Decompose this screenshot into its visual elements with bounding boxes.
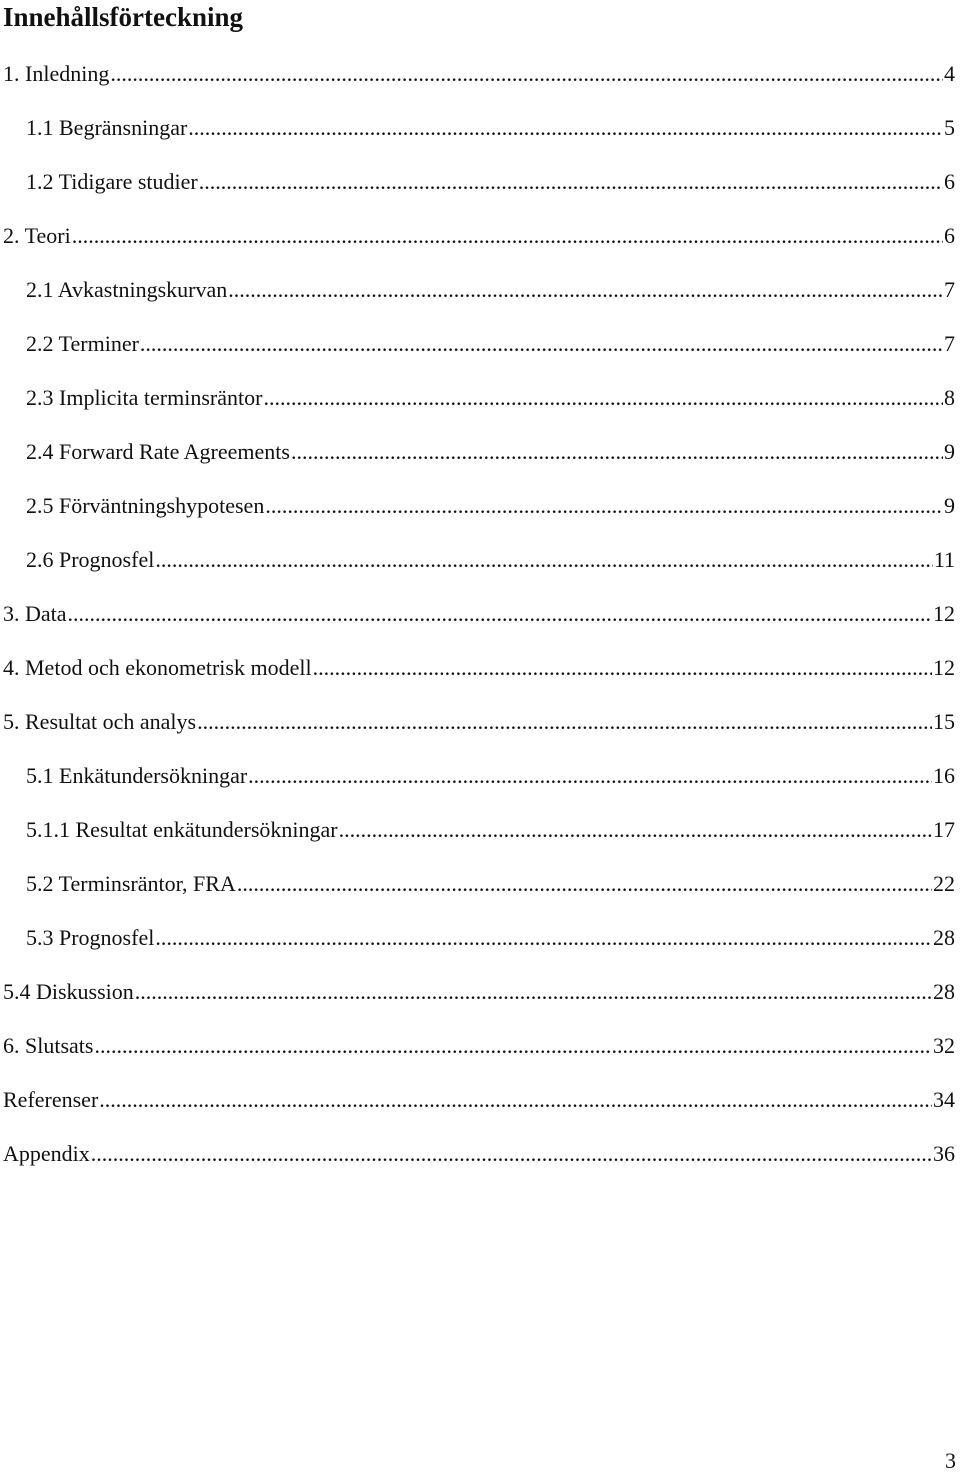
toc-entry-page: 22 bbox=[933, 871, 955, 896]
toc-dot-leader bbox=[199, 155, 943, 209]
toc-dot-leader bbox=[140, 317, 943, 371]
toc-entry[interactable] bbox=[0, 965, 960, 1019]
toc-dot-leader bbox=[68, 587, 932, 641]
toc-entry-page: 11 bbox=[933, 547, 955, 572]
toc-entry-page: 8 bbox=[944, 385, 955, 410]
toc-dot-leader bbox=[237, 857, 932, 911]
toc-entry-page: 7 bbox=[944, 331, 955, 356]
toc-entry[interactable] bbox=[0, 695, 960, 749]
toc-entry-page: 9 bbox=[944, 493, 955, 518]
toc-dot-leader bbox=[339, 803, 932, 857]
toc-dot-leader bbox=[313, 641, 932, 695]
toc-entry-page: 6 bbox=[944, 169, 955, 194]
toc-entry[interactable] bbox=[0, 371, 960, 425]
toc-entry-page: 15 bbox=[933, 709, 955, 734]
toc-entry[interactable] bbox=[0, 425, 960, 479]
toc-entry-page: 4 bbox=[944, 61, 955, 86]
toc-entry[interactable] bbox=[0, 479, 960, 533]
toc-entry-label: 1. Inledning bbox=[3, 61, 110, 86]
toc-entry-label: 4. Metod och ekonometrisk modell bbox=[3, 655, 312, 680]
toc-dot-leader bbox=[155, 533, 932, 587]
toc-entry-page: 28 bbox=[933, 925, 955, 950]
toc-entry-page: 17 bbox=[933, 817, 955, 842]
toc-entry-label: Appendix bbox=[3, 1141, 90, 1166]
toc-entry-label: 2.5 Förväntningshypotesen bbox=[26, 493, 265, 518]
toc-entry-label: 2. Teori bbox=[3, 223, 71, 248]
toc-entry[interactable] bbox=[0, 47, 960, 101]
toc-entry-page: 34 bbox=[933, 1087, 955, 1112]
toc-entry-page: 32 bbox=[933, 1033, 955, 1058]
toc-entry-label: 6. Slutsats bbox=[3, 1033, 94, 1058]
toc-entry[interactable] bbox=[0, 587, 960, 641]
toc-entry-page: 28 bbox=[933, 979, 955, 1004]
toc-entry[interactable] bbox=[0, 317, 960, 371]
toc-entry-label: 1.2 Tidigare studier bbox=[26, 169, 198, 194]
toc-entry[interactable] bbox=[0, 911, 960, 965]
toc-dot-leader bbox=[228, 263, 943, 317]
toc-entry-page: 7 bbox=[944, 277, 955, 302]
toc-entry-label: 2.6 Prognosfel bbox=[26, 547, 155, 572]
toc-entry[interactable] bbox=[0, 1019, 960, 1073]
toc-entry-label: 2.2 Terminer bbox=[26, 331, 139, 356]
toc-entry[interactable] bbox=[0, 263, 960, 317]
toc-entry-page: 16 bbox=[933, 763, 955, 788]
toc-dot-leader bbox=[188, 101, 943, 155]
toc-entry[interactable] bbox=[0, 1073, 960, 1127]
toc-entry-label: 1.1 Begränsningar bbox=[26, 115, 188, 140]
toc-dot-leader bbox=[263, 371, 943, 425]
toc-dot-leader bbox=[248, 749, 932, 803]
toc-dot-leader bbox=[197, 695, 932, 749]
toc-entry[interactable] bbox=[0, 533, 960, 587]
toc-dot-leader bbox=[155, 911, 932, 965]
toc-entry-page: 12 bbox=[933, 655, 955, 680]
toc-dot-leader bbox=[265, 479, 943, 533]
toc-entry-label: 2.1 Avkastningskurvan bbox=[26, 277, 228, 302]
page-number: 3 bbox=[945, 1448, 956, 1473]
toc-entry-label: 5.1 Enkätundersökningar bbox=[26, 763, 248, 788]
toc-dot-leader bbox=[99, 1073, 932, 1127]
toc-entry[interactable] bbox=[0, 209, 960, 263]
toc-entry[interactable] bbox=[0, 101, 960, 155]
toc-title: Innehållsförteckning bbox=[3, 2, 244, 32]
toc-entry-label: 2.4 Forward Rate Agreements bbox=[26, 439, 290, 464]
toc-dot-leader bbox=[110, 47, 943, 101]
toc-entry-page: 12 bbox=[933, 601, 955, 626]
toc-dot-leader bbox=[135, 965, 932, 1019]
toc-entry-label: 5. Resultat och analys bbox=[3, 709, 197, 734]
toc-entry[interactable] bbox=[0, 857, 960, 911]
toc-entry-page: 6 bbox=[944, 223, 955, 248]
toc-entry[interactable] bbox=[0, 641, 960, 695]
toc-dot-leader bbox=[91, 1127, 932, 1181]
toc-entry-page: 5 bbox=[944, 115, 955, 140]
toc-entry-label: 5.3 Prognosfel bbox=[26, 925, 155, 950]
toc-entry-label: Referenser bbox=[3, 1087, 99, 1112]
toc-dot-leader bbox=[291, 425, 943, 479]
toc-entry[interactable] bbox=[0, 803, 960, 857]
toc-entry-label: 2.3 Implicita terminsräntor bbox=[26, 385, 263, 410]
toc-entry-label: 5.4 Diskussion bbox=[3, 979, 134, 1004]
toc-dot-leader bbox=[72, 209, 943, 263]
toc-dot-leader bbox=[94, 1019, 932, 1073]
toc-entry[interactable] bbox=[0, 155, 960, 209]
toc-entry[interactable] bbox=[0, 1127, 960, 1181]
toc-entry-label: 3. Data bbox=[3, 601, 67, 626]
toc-entry-page: 36 bbox=[933, 1141, 955, 1166]
toc-entry-label: 5.2 Terminsräntor, FRA bbox=[26, 871, 236, 896]
toc-entry-page: 9 bbox=[944, 439, 955, 464]
toc-entry[interactable] bbox=[0, 749, 960, 803]
toc-entry-label: 5.1.1 Resultat enkätundersökningar bbox=[26, 817, 338, 842]
